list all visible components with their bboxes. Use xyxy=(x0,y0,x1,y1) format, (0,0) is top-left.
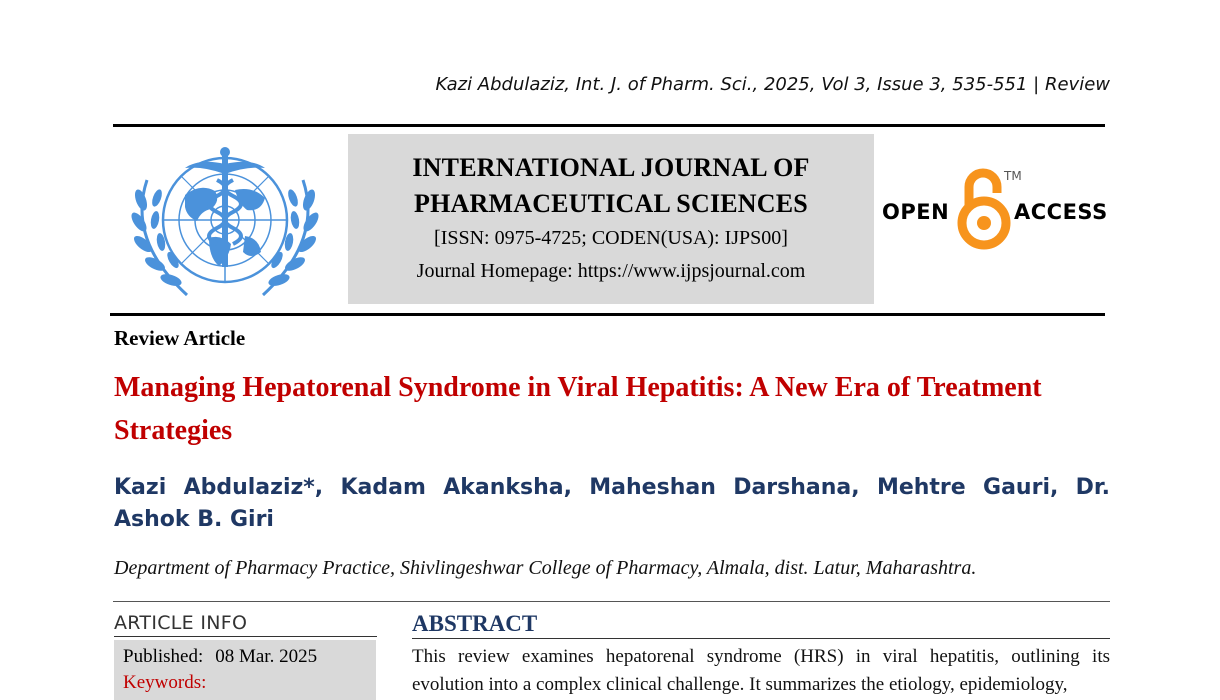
journal-issn: [ISSN: 0975-4725; CODEN(USA): IJPS00] xyxy=(434,227,788,249)
open-access-access-text: ACCESS xyxy=(1014,200,1108,224)
published-label: Published: xyxy=(123,646,204,667)
article-info-heading: ARTICLE INFO xyxy=(114,612,377,637)
journal-title-line1: INTERNATIONAL JOURNAL OF xyxy=(412,153,810,182)
abstract-text: This review examines hepatorenal syndrome (HRS) in viral hepatitis, outlining its evolution into a complex clinical challenge. It summarizes the etiology, epidemiology, xyxy=(412,646,1110,695)
author-affiliation: Department of Pharmacy Practice, Shivlingeshwar College of Pharmacy, Almala, dist. Latur, Maharashtra. xyxy=(114,557,977,579)
keywords-label: Keywords: xyxy=(123,672,207,693)
masthead-bottom-rule xyxy=(110,313,1105,316)
open-access-open-text: OPEN xyxy=(882,200,950,224)
article-title: Managing Hepatorenal Syndrome in Viral Hepatitis: A New Era of Treatment Strategies xyxy=(114,372,1042,446)
open-access-logo xyxy=(880,165,1110,255)
trademark-mark: TM xyxy=(1004,169,1022,183)
citation-header: Kazi Abdulaziz, Int. J. of Pharm. Sci., 2025, Vol 3, Issue 3, 535-551 | Review xyxy=(435,74,1110,95)
journal-title-line2: PHARMACEUTICAL SCIENCES xyxy=(414,189,808,218)
published-date: 08 Mar. 2025 xyxy=(215,646,318,667)
un-emblem-icon xyxy=(125,140,325,305)
article-authors: Kazi Abdulaziz*, Kadam Akanksha, Maheshan Darshana, Mehtre Gauri, Dr. Ashok B. Giri xyxy=(114,475,1110,532)
article-info-box xyxy=(114,640,376,700)
published-row xyxy=(123,646,317,668)
abstract-heading: ABSTRACT xyxy=(412,611,1110,639)
top-rule xyxy=(113,124,1105,127)
journal-masthead xyxy=(348,134,874,304)
article-type: Review Article xyxy=(114,326,246,350)
journal-homepage: Journal Homepage: https://www.ijpsjournal.com xyxy=(416,260,806,282)
section-divider xyxy=(113,601,1110,602)
